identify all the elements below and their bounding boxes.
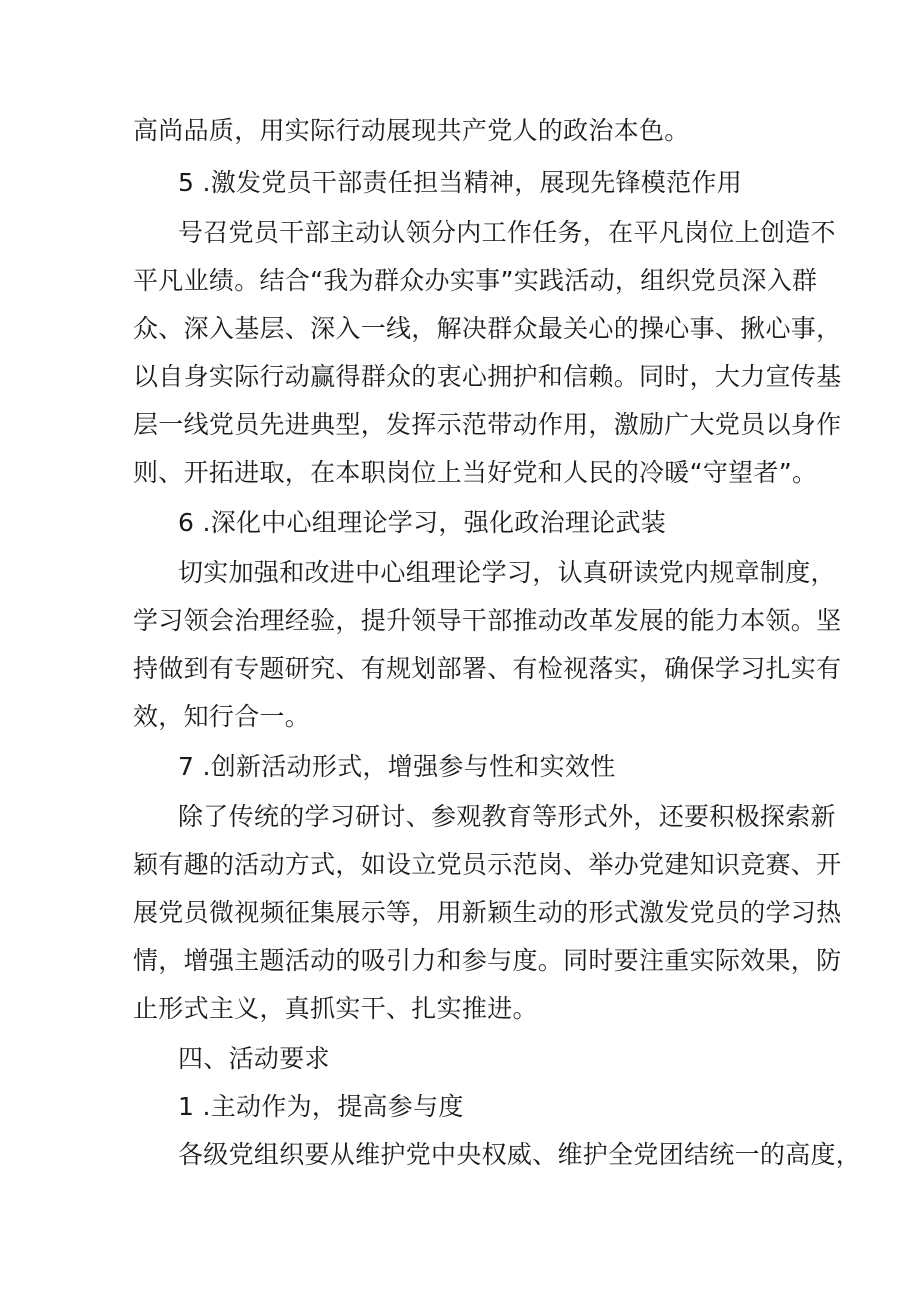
paragraph-line: 除了传统的学习研讨、参观教育等形式外，还要积极探索新 xyxy=(178,802,836,831)
paragraph-line: 众、深入基层、深入一线，解决群众最关心的操心事、揪心事， xyxy=(133,314,842,343)
paragraph-line: 则、开拓进取，在本职岗位上当好党和人民的冷暖“守望者”。 xyxy=(133,458,818,487)
chapter-heading: 四、活动要求 xyxy=(178,1044,330,1073)
paragraph-line: 各级党组织要从维护党中央权威、维护全党团结统一的高度， xyxy=(178,1140,862,1169)
paragraph-line: 颖有趣的活动方式，如设立党员示范岗、举办党建知识竞赛、开 xyxy=(133,850,842,879)
section-heading: 1 .主动作为，提高参与度 xyxy=(178,1092,464,1121)
section-heading: 6 .深化中心组理论学习，强化政治理论武装 xyxy=(178,508,667,537)
section-heading: 5 .激发党员干部责任担当精神，展现先锋模范作用 xyxy=(178,168,743,197)
paragraph-line: 效，知行合一。 xyxy=(133,702,311,731)
paragraph-line: 持做到有专题研究、有规划部署、有检视落实，确保学习扎实有 xyxy=(133,654,842,683)
paragraph-line: 层一线党员先进典型，发挥示范带动作用，激励广大党员以身作 xyxy=(133,410,842,439)
paragraph-line: 号召党员干部主动认领分内工作任务，在平凡岗位上创造不 xyxy=(178,218,836,247)
paragraph-line: 平凡业绩。结合“我为群众办实事”实践活动，组织党员深入群 xyxy=(133,266,818,295)
paragraph-line: 止形式主义，真抓实干、扎实推进。 xyxy=(133,994,538,1023)
paragraph-line: 高尚品质，用实际行动展现共产党人的政治本色。 xyxy=(133,116,690,145)
section-heading: 7 .创新活动形式，增强参与性和实效性 xyxy=(178,752,616,781)
paragraph-line: 以自身实际行动赢得群众的衷心拥护和信赖。同时，大力宣传基 xyxy=(133,362,842,391)
paragraph-line: 学习领会治理经验，提升领导干部推动改革发展的能力本领。坚 xyxy=(133,606,842,635)
paragraph-line: 切实加强和改进中心组理论学习，认真研读党内规章制度， xyxy=(178,558,836,587)
paragraph-line: 情，增强主题活动的吸引力和参与度。同时要注重实际效果，防 xyxy=(133,946,842,975)
paragraph-line: 展党员微视频征集展示等，用新颖生动的形式激发党员的学习热 xyxy=(133,898,842,927)
